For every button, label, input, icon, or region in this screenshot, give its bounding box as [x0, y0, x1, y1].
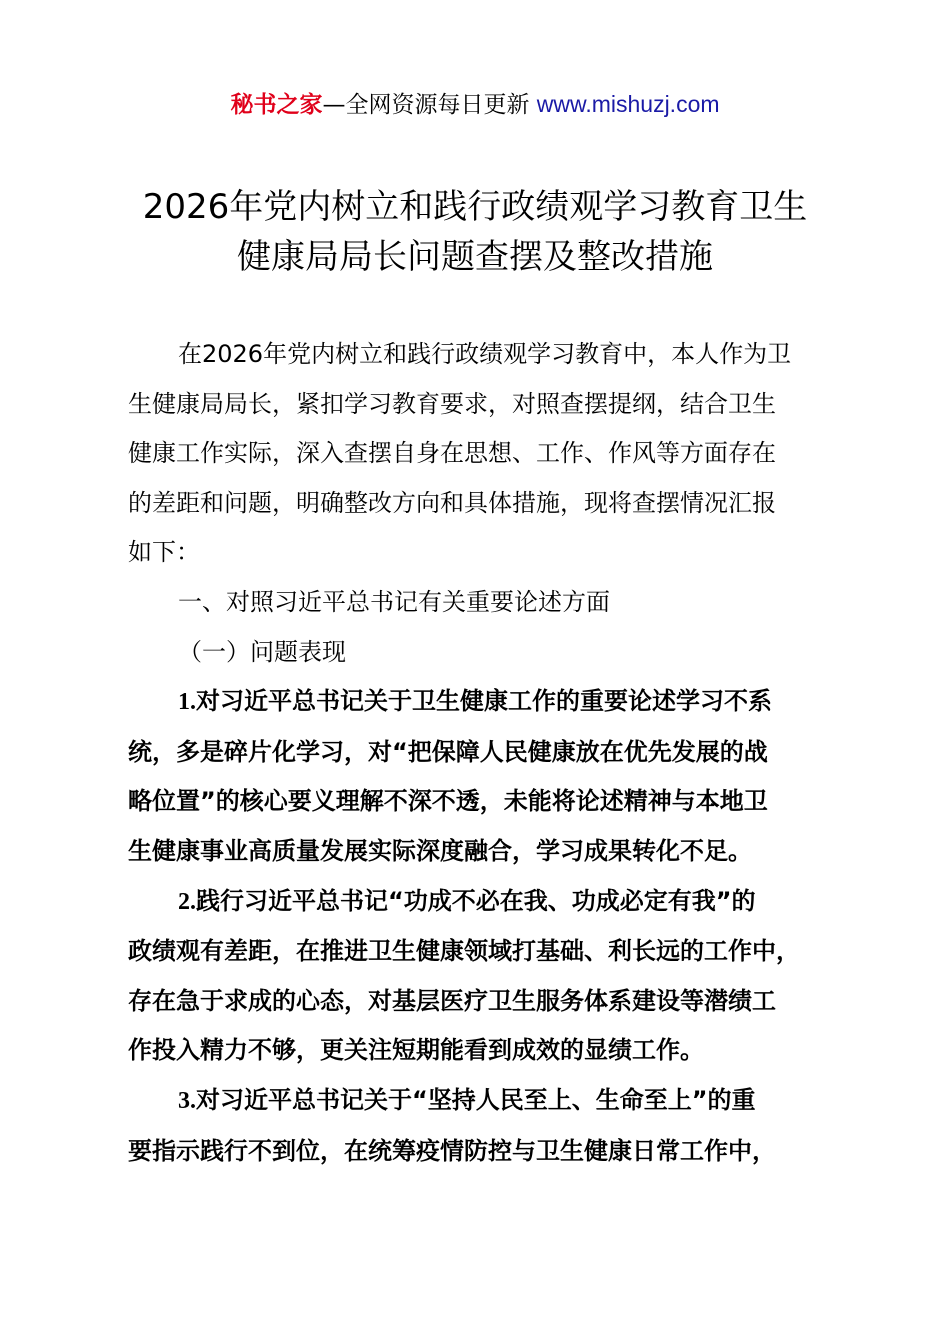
issue-item-3: [128, 1076, 836, 1176]
section-1-heading: 一、对照习近平总书记有关重要论述方面: [178, 587, 610, 616]
intro-line: 的差距和问题，明确整改方向和具体措施，现将查摆情况汇报: [128, 488, 776, 517]
subsection-1-heading: （一）问题表现: [178, 637, 346, 666]
issue-item-2: [128, 877, 836, 1076]
item-line: 对习近平总书记关于卫生健康工作的重要论述学习不系: [196, 687, 772, 716]
intro-line: 健康工作实际，深入查摆自身在思想、工作、作风等方面存在: [128, 439, 776, 468]
subsection-heading: [128, 628, 836, 678]
site-header: [0, 88, 950, 121]
item-line: 存在急于求成的心态，对基层医疗卫生服务体系建设等潜绩工: [128, 986, 776, 1015]
intro-line: 生健康局局长，紧扣学习教育要求，对照查摆提纲，结合卫生: [128, 389, 776, 418]
title-line-1: 2026年党内树立和践行政绩观学习教育卫生: [142, 187, 808, 227]
section-heading: [128, 578, 836, 628]
title-line-2: 健康局局长问题查摆及整改措施: [237, 237, 713, 277]
intro-line: 在2026年党内树立和践行政绩观学习教育中，本人作为卫: [178, 340, 792, 368]
item-number: 1.: [178, 689, 196, 716]
item-line: 作投入精力不够，更关注短期能看到成效的显绩工作。: [128, 1036, 704, 1065]
site-url[interactable]: www.mishuzj.com: [536, 91, 720, 117]
document-body: [128, 330, 836, 1176]
item-line: 践行习近平总书记“功成不必在我、功成必定有我”的: [196, 886, 756, 915]
item-number: 3.: [178, 1087, 196, 1114]
intro-paragraph: [128, 330, 836, 578]
item-line: 生健康事业高质量发展实际深度融合，学习成果转化不足。: [128, 836, 752, 865]
header-tagline: —全网资源每日更新: [322, 92, 537, 118]
item-line: 对习近平总书记关于“坚持人民至上、生命至上”的重: [196, 1085, 756, 1114]
item-line: 政绩观有差距，在推进卫生健康领域打基础、利长远的工作中，: [128, 937, 800, 966]
issue-item-1: [128, 677, 836, 876]
intro-line: 如下：: [128, 538, 200, 567]
item-line: 要指示践行不到位，在统筹疫情防控与卫生健康日常工作中，: [128, 1136, 776, 1165]
document-title: [100, 182, 850, 282]
item-line: 略位置”的核心要义理解不深不透，未能将论述精神与本地卫: [128, 787, 768, 816]
brand-name: 秘书之家: [230, 92, 323, 118]
item-number: 2.: [178, 888, 196, 915]
item-line: 统，多是碎片化学习，对“把保障人民健康放在优先发展的战: [128, 737, 768, 766]
